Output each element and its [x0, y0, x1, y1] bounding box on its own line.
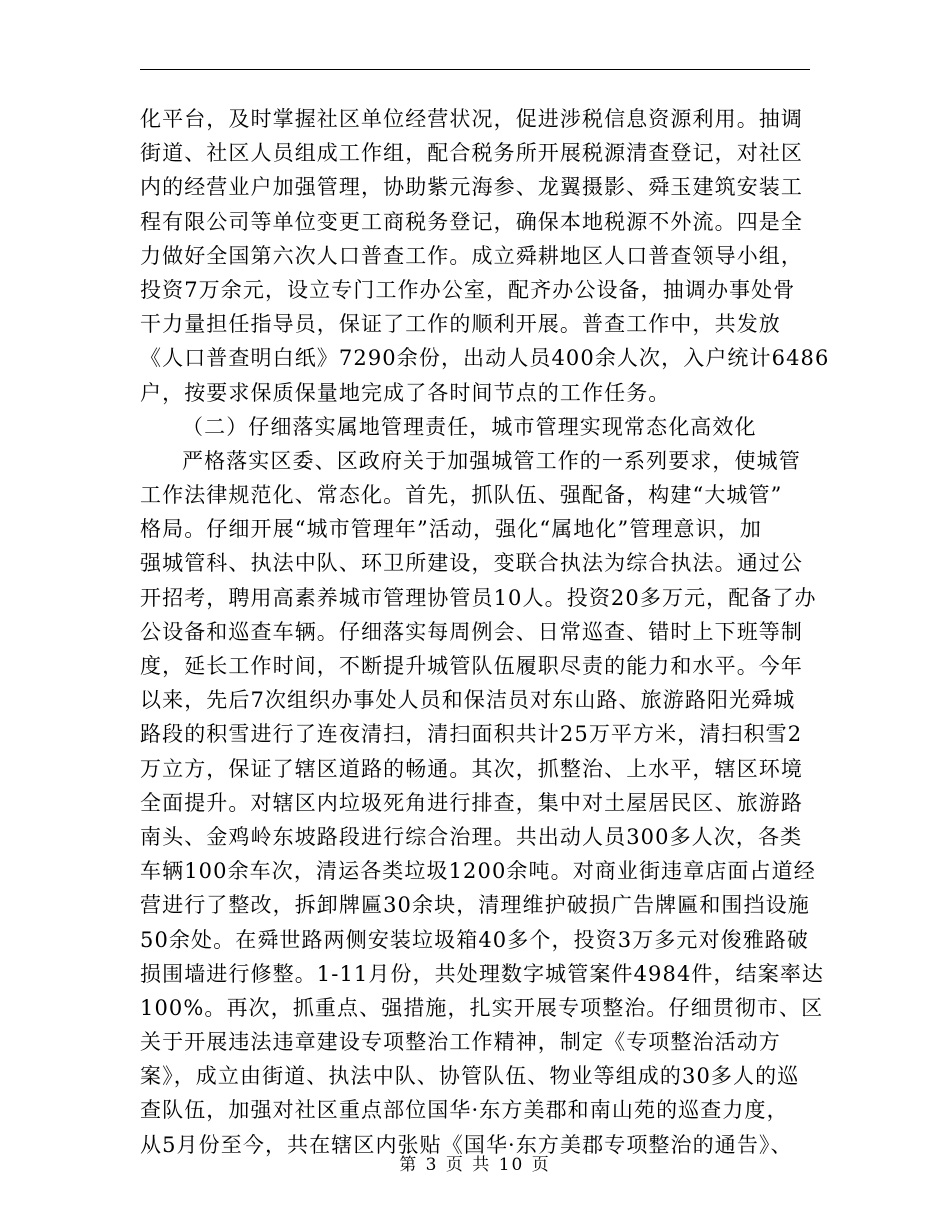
text-line: 万立方，保证了辖区道路的畅通。其次，抓整治、上水平，辖区环境 [140, 756, 803, 781]
text-line: 公设备和巡查车辆。仔细落实每周例会、日常巡查、错时上下班等制 [140, 619, 803, 644]
text-line: 格局。仔细开展“城市管理年”活动，强化“属地化”管理意识，加 [140, 517, 762, 542]
header-rule [140, 69, 810, 70]
text-line: 化平台，及时掌握社区单位经营状况，促进涉税信息资源利用。抽调 [140, 107, 803, 131]
text-line: 工作法律规范化、常态化。首先，抓队伍、强配备，构建“大城管” [140, 483, 783, 508]
body-text [140, 102, 830, 1162]
text-line: 车辆100余车次，清运各类垃圾1200余吨。对商业街违章店面占道经 [140, 859, 816, 884]
text-line: 查队伍，加强对社区重点部位国华·东方美郡和南山苑的巡查力度， [140, 1098, 789, 1123]
page-footer: 第 3 页 共 10 页 [399, 1155, 551, 1175]
text-line: 100%。再次，抓重点、强措施，扎实开展专项整治。仔细贯彻市、区 [140, 995, 824, 1020]
text-line: 户，按要求保质保量地完成了各时间节点的工作任务。 [140, 380, 671, 405]
text-line: 开招考，聘用高素养城市管理协管员10人。投资20多万元，配备了办 [140, 585, 817, 610]
text-line: 干力量担任指导员，保证了工作的顺利开展。普查工作中，共发放 [140, 312, 781, 337]
text-line: 全面提升。对辖区内垃圾死角进行排查，集中对土屋居民区、旅游路 [140, 790, 803, 815]
text-line: 《人口普查明白纸》7290余份，出动人员400余人次，入户统计6486 [140, 346, 830, 371]
text-line: 度，延长工作时间，不断提升城管队伍履职尽责的能力和水平。今年 [140, 654, 803, 678]
text-line: 关于开展违法违章建设专项整治工作精神，制定《专项整治活动方 [140, 1030, 781, 1055]
text-line: 损围墙进行修整。1-11月份，共处理数字城管案件4984件，结案率达 [140, 961, 825, 986]
text-line: 南头、金鸡岭东坡路段进行综合治理。共出动人员300多人次，各类 [140, 824, 803, 849]
text-line: 内的经营业户加强管理，协助紫元海参、龙翼摄影、舜玉建筑安装工 [140, 175, 803, 200]
text-line: 投资7万余元，设立专门工作办公室，配齐办公设备，抽调办事处骨 [140, 277, 796, 302]
paragraph-first-line: 严格落实区委、区政府关于加强城管工作的一系列要求，使城管 [182, 448, 801, 473]
text-line: 从5月份至今，共在辖区内张贴《国华·东方美郡专项整治的通告》、 [140, 1132, 793, 1157]
text-line: 街道、社区人员组成工作组，配合税务所开展税源清查登记，对社区 [140, 141, 803, 166]
text-line: 以来，先后7次组织办事处人员和保洁员对东山路、旅游路阳光舜城 [140, 688, 796, 713]
text-line: 案》，成立由街道、执法中队、协管队伍、物业等组成的30多人的巡 [140, 1064, 800, 1089]
text-line: 力做好全国第六次人口普查工作。成立舜耕地区人口普查领导小组， [140, 243, 803, 268]
text-line: 营进行了整改，拆卸牌匾30余块，清理维护破损广告牌匾和围挡设施 [140, 893, 810, 918]
text-line: 50余处。在舜世路两侧安装垃圾箱40多个，投资3万多元对俊雅路破 [140, 927, 810, 952]
section-heading: （二）仔细落实属地管理责任，城市管理实现常态化高效化 [182, 414, 757, 439]
text-line: 程有限公司等单位变更工商税务登记，确保本地税源不外流。四是全 [140, 209, 803, 234]
text-line: 强城管科、执法中队、环卫所建设，变联合执法为综合执法。通过公 [140, 551, 803, 576]
text-line: 路段的积雪进行了连夜清扫，清扫面积共计25万平方米，清扫积雪2 [140, 722, 803, 747]
